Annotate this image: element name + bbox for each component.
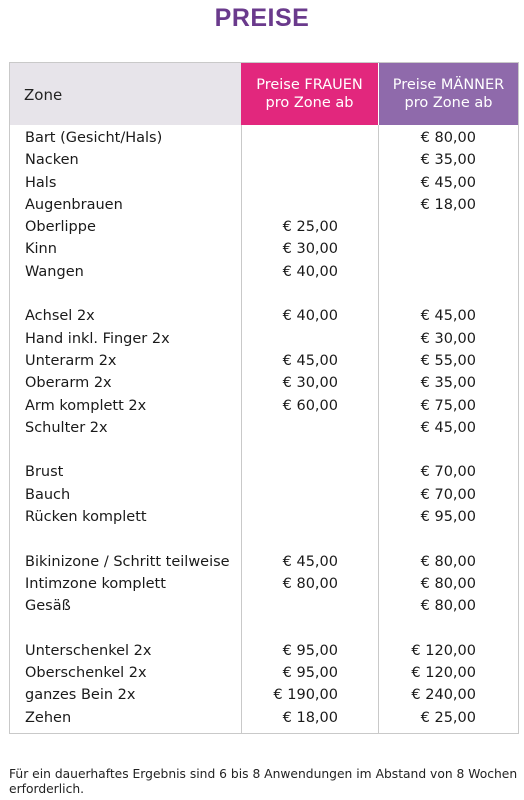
zone-cell: Rücken komplett [25, 509, 147, 526]
table-row [10, 352, 518, 374]
zone-cell: Bart (Gesicht/Hals) [25, 130, 163, 146]
men-price-cell: € 80,00 [420, 553, 476, 570]
table-row [10, 397, 518, 419]
men-header-line1: Preise MÄNNER [392, 77, 505, 93]
women-price-cell: € 80,00 [282, 575, 338, 592]
women-price-cell: € 40,00 [282, 263, 338, 280]
page-title: PREISE [214, 4, 310, 32]
women-price-cell: € 95,00 [282, 665, 338, 682]
zone-cell: Schulter 2x [25, 419, 108, 436]
table-row [10, 419, 518, 441]
women-price-cell: € 95,00 [282, 642, 338, 659]
table-row [10, 664, 518, 686]
zone-cell: Unterarm 2x [25, 352, 117, 369]
table-header [10, 63, 518, 125]
table-row [10, 686, 518, 708]
table-row [10, 174, 518, 196]
women-price-cell: € 40,00 [282, 308, 338, 325]
men-price-cell: € 55,00 [420, 352, 476, 369]
table-row [10, 463, 518, 485]
men-price-cell: € 80,00 [420, 575, 476, 592]
men-price-column-header [379, 63, 518, 125]
women-price-cell: € 25,00 [282, 219, 338, 236]
men-price-cell: € 35,00 [420, 375, 476, 392]
women-price-column-header [241, 63, 378, 125]
zone-cell: ganzes Bein 2x [25, 687, 136, 704]
zone-cell: Gesäß [25, 598, 71, 615]
women-price-cell: € 190,00 [273, 687, 338, 704]
zone-cell: Arm komplett 2x [25, 397, 147, 414]
table-row [10, 575, 518, 597]
table-row [10, 553, 518, 575]
zone-cell: Brust [25, 464, 64, 481]
men-price-cell: € 240,00 [411, 687, 476, 704]
men-price-cell: € 120,00 [411, 642, 476, 659]
men-price-cell: € 80,00 [420, 130, 476, 146]
zone-cell: Intimzone komplett [25, 575, 166, 592]
zone-cell: Achsel 2x [25, 308, 95, 325]
table-row [10, 218, 518, 240]
women-header-line1: Preise FRAUEN [256, 77, 363, 93]
table-row [10, 240, 518, 262]
table-row [10, 129, 518, 151]
women-price-cell: € 18,00 [282, 709, 338, 726]
zone-cell: Kinn [25, 241, 57, 258]
men-price-cell: € 75,00 [420, 397, 476, 414]
footnote: Für ein dauerhaftes Ergebnis sind 6 bis 8 Anwendungen im Abstand von 8 Wochen erforderlich. [9, 767, 518, 796]
men-price-cell: € 120,00 [411, 665, 476, 682]
zone-cell: Wangen [25, 263, 84, 280]
table-row [10, 642, 518, 664]
zone-cell: Oberarm 2x [25, 375, 112, 392]
men-price-cell: € 35,00 [420, 152, 476, 169]
men-price-cell: € 70,00 [420, 464, 476, 481]
women-price-cell: € 30,00 [282, 375, 338, 392]
zone-cell: Oberlippe [25, 219, 96, 236]
zone-column-header [10, 63, 241, 125]
zone-cell: Bauch [25, 486, 71, 503]
table-row [10, 597, 518, 619]
table-row [10, 196, 518, 218]
zone-cell: Hals [25, 174, 57, 191]
women-price-cell: € 45,00 [282, 553, 338, 570]
men-price-cell: € 70,00 [420, 486, 476, 503]
zone-cell: Augenbrauen [25, 196, 123, 213]
row-spacer [10, 441, 518, 463]
men-price-cell: € 30,00 [420, 330, 476, 347]
table-row [10, 374, 518, 396]
women-header-line2: pro Zone ab [265, 95, 354, 111]
men-price-cell: € 80,00 [420, 598, 476, 615]
row-spacer [10, 530, 518, 552]
table-row [10, 263, 518, 285]
table-body [10, 129, 518, 731]
zone-cell: Oberschenkel 2x [25, 665, 147, 682]
zone-cell: Nacken [25, 152, 79, 169]
table-row [10, 330, 518, 352]
men-price-cell: € 18,00 [420, 196, 476, 213]
row-spacer [10, 285, 518, 307]
table-row [10, 508, 518, 530]
women-price-cell: € 45,00 [282, 352, 338, 369]
men-price-cell: € 45,00 [420, 419, 476, 436]
men-price-cell: € 25,00 [420, 709, 476, 726]
row-spacer [10, 620, 518, 642]
men-price-cell: € 45,00 [420, 174, 476, 191]
table-row [10, 307, 518, 329]
zone-cell: Bikinizone / Schritt teilweise [25, 553, 230, 570]
table-row [10, 486, 518, 508]
zone-cell: Hand inkl. Finger 2x [25, 330, 170, 347]
men-price-cell: € 95,00 [420, 509, 476, 526]
women-price-cell: € 30,00 [282, 241, 338, 258]
zone-header-label: Zone [24, 86, 63, 104]
zone-cell: Zehen [25, 709, 72, 726]
table-row [10, 151, 518, 173]
men-header-line2: pro Zone ab [404, 95, 493, 111]
men-price-cell: € 45,00 [420, 308, 476, 325]
price-table [9, 62, 519, 734]
women-price-cell: € 60,00 [282, 397, 338, 414]
zone-cell: Unterschenkel 2x [25, 642, 152, 659]
table-row [10, 709, 518, 731]
